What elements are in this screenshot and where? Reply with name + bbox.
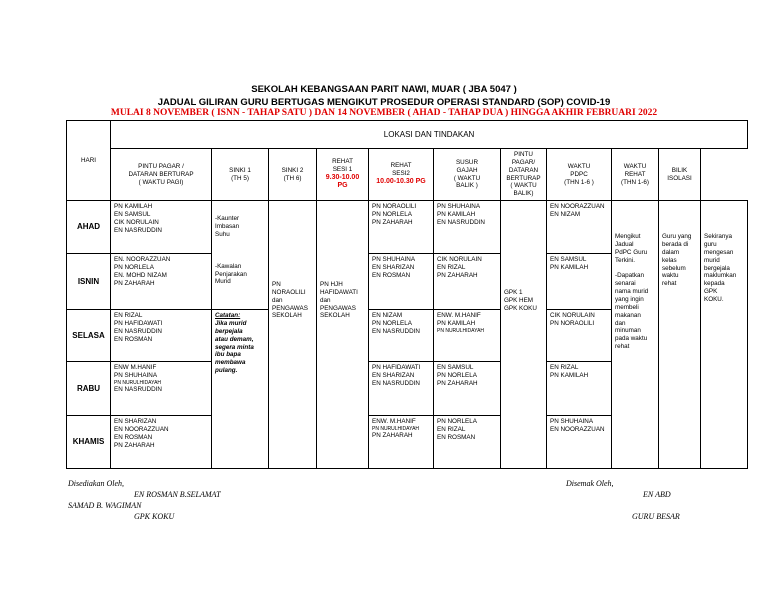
cell-rehat-thn	[659, 201, 701, 469]
text-line: yang ingin	[615, 296, 644, 304]
text-line: PN ZAHARAH	[437, 271, 478, 279]
text-line: atau demam,	[215, 335, 254, 343]
col-pdpc	[547, 149, 612, 201]
text-line: kepada	[704, 280, 725, 288]
cell-pintu-balik-selasa	[547, 310, 612, 362]
text-line: membawa	[215, 359, 246, 367]
text-line: pada waktu	[615, 335, 648, 343]
text-line: kelas	[662, 256, 677, 264]
text-line: Terkini.	[615, 256, 635, 264]
cell-catatan	[212, 310, 269, 469]
cell-pintu-pagi-selasa	[111, 310, 212, 362]
text-line: GPK	[704, 288, 718, 296]
text-line: SESI 1	[332, 165, 353, 173]
text-line: Guru yang	[662, 233, 692, 241]
day-ahad: AHAD	[67, 201, 111, 254]
col-rehat-thn	[612, 149, 659, 201]
day-selasa: SELASA	[67, 310, 111, 362]
text-line: EN SAMSUL	[114, 211, 151, 219]
text-line: PN SHUHAINA	[550, 418, 594, 426]
text-line: GPK HEM	[504, 296, 534, 304]
text-line: membeli	[615, 303, 639, 311]
text-line: PN HAFIDAWATI	[114, 320, 163, 328]
text-line: PN HAFIDAWATI	[372, 364, 421, 372]
text-line: REHAT	[332, 157, 353, 165]
text-line: EN ROSMAN	[437, 433, 476, 441]
preparer-name-1: EN ROSMAN B.SELAMAT	[134, 490, 221, 499]
cell-rehat2-selasa	[434, 310, 501, 362]
text-line: Penjarakan	[215, 270, 247, 278]
preparer-name-2: SAMAD B. WAGIMAN	[68, 501, 142, 510]
catatan-label: Catatan:	[215, 312, 241, 320]
text-line: EN SAMSUL	[437, 364, 474, 372]
text-line: ENW M.HANIF	[114, 364, 157, 372]
text-line: EN SHARIZAN	[372, 264, 415, 272]
nurulhidayah-note: PN NURULHIDAYAH	[437, 327, 485, 334]
day-khamis: KHAMIS	[67, 416, 111, 469]
text-line: -Dapatkan	[615, 272, 645, 280]
text-line: EN NASRUDDIN	[114, 226, 162, 234]
cell-bilik	[701, 201, 748, 469]
text-line: DATARAN BERTURAP	[128, 170, 194, 178]
text-line: EN NASRUDDIN	[114, 327, 162, 335]
cell-rehat2-khamis	[434, 416, 501, 469]
text-line: WAKTU	[567, 162, 591, 170]
text-line: dalam	[662, 248, 680, 256]
text-line: ENW. M.HANIF	[372, 418, 416, 426]
text-line: BILIK	[671, 166, 688, 174]
text-line: nama murid	[615, 288, 649, 296]
text-line: PN NORLELA	[437, 372, 477, 380]
cell-notes-kaunter	[212, 201, 269, 310]
day-rabu: RABU	[67, 362, 111, 416]
duty-roster-table	[66, 120, 748, 469]
text-line: EN NASRUDDIN	[114, 386, 162, 394]
text-line: PN SHUHAINA	[372, 256, 416, 264]
text-line: SINKI 2	[281, 166, 304, 174]
checker-role: GURU BESAR	[632, 512, 680, 521]
text-line: SEKOLAH	[272, 312, 302, 320]
text-line: Mengikut	[615, 233, 641, 241]
text-line: waktu	[662, 272, 679, 280]
text-line: PN ZAHARAH	[114, 441, 155, 449]
text-line: rehat	[615, 343, 630, 351]
text-line: GAJAH	[456, 166, 478, 174]
cell-pintu-balik-ahad	[547, 201, 612, 254]
nurulhidayah-note: PN NURULHIDAYAH	[372, 426, 420, 433]
text-line: PN ZAHARAH	[114, 279, 155, 287]
text-line: dan	[615, 319, 626, 327]
text-line: PN ZAHARAH	[372, 218, 413, 226]
text-line: WAKTU	[623, 162, 647, 170]
cell-pintu-pagi-isnin	[111, 254, 212, 310]
cell-sinki2	[317, 201, 369, 469]
school-title: SEKOLAH KEBANGSAAN PARIT NAWI, MUAR ( JBA 5047 )	[251, 84, 517, 95]
text-line: mengesan	[704, 248, 734, 256]
text-line: SINKI 1	[229, 166, 251, 174]
cell-pintu-pagi-khamis	[111, 416, 212, 469]
text-line: EN. NOORAZZUAN	[114, 256, 171, 264]
text-line: (THN 1-6)	[621, 178, 649, 186]
col-rehat2	[369, 149, 434, 201]
text-line: PN NORLELA	[437, 418, 477, 426]
text-line: CIK NORULAIN	[437, 256, 482, 264]
text-line: PENGAWAS	[320, 304, 356, 312]
text-line: EN NOORAZZUAN	[550, 426, 605, 434]
text-line: NORAOLILI	[272, 288, 306, 296]
text-line: murid	[704, 256, 720, 264]
text-line: PN NORAOLILI	[550, 320, 595, 328]
text-line: -Kawalan	[215, 262, 242, 270]
text-line: segera minta	[215, 343, 254, 351]
col-pintu-balik	[501, 149, 547, 201]
cell-pdpc	[612, 201, 659, 469]
text-line: PN KAMILAH	[437, 320, 476, 328]
text-line: EN NIZAM	[372, 312, 403, 320]
cell-rehat1-khamis	[369, 416, 434, 469]
text-line: Suhu	[215, 230, 230, 238]
text-line: CIK NORULAIN	[114, 218, 159, 226]
text-line: sebelum	[662, 264, 686, 272]
text-line: dan	[272, 296, 283, 304]
cell-pintu-balik-isnin	[547, 254, 612, 310]
text-line: PINTU PAGAR /	[138, 162, 184, 170]
text-line: PENGAWAS	[272, 304, 308, 312]
hari-header: HARI	[67, 121, 111, 201]
text-line: SEKOLAH	[320, 312, 350, 320]
text-line: PN NORLELA	[372, 320, 412, 328]
col-rehat1	[317, 149, 369, 201]
cell-pintu-pagi-ahad	[111, 201, 212, 254]
text-line: BALIK )	[456, 182, 478, 190]
preparer-role: GPK KOKU	[134, 512, 175, 521]
rehat2-time: 10.00-10.30 PG	[376, 178, 426, 186]
text-line: ( WAKTU PAGI)	[138, 178, 184, 186]
text-line: dan	[320, 296, 331, 304]
text-line: PN ZAHARAH	[437, 379, 478, 387]
text-line: makanan	[615, 311, 641, 319]
schedule-period: MULAI 8 NOVEMBER ( ISNN - TAHAP SATU ) DAN 14 NOVEMBER ( AHAD - TAHAP DUA ) HINGGA AKHIR FEBRUARI 2022	[110, 108, 658, 118]
text-line: EN. MOHD NIZAM	[114, 271, 167, 279]
cell-pintu-balik-khamis	[547, 416, 612, 469]
text-line: EN NASRUDDIN	[437, 218, 485, 226]
text-line: Sekiranya	[704, 233, 733, 241]
text-line: PN	[272, 281, 281, 288]
text-line: EN NASRUDDIN	[372, 379, 420, 387]
checker-name: EN ABD	[643, 490, 671, 499]
text-line: EN NASRUDDIN	[372, 327, 420, 335]
col-bilik	[659, 149, 701, 201]
disediakan-label: Disediakan Oleh,	[68, 479, 124, 488]
text-line: PN KAMILAH	[550, 372, 589, 380]
cell-rehat1-selasa	[369, 310, 434, 362]
text-line: bergejala	[704, 264, 730, 272]
text-line: PN NORLELA	[372, 211, 412, 219]
text-line: EN SHARIZAN	[114, 418, 157, 426]
text-line: EN SHARIZAN	[372, 372, 415, 380]
text-line: Jika murid	[215, 320, 247, 328]
text-line: REHAT	[624, 170, 646, 178]
text-line: SESI2	[392, 170, 410, 178]
text-line: minuman	[615, 327, 641, 335]
text-line: EN RIZAL	[114, 312, 143, 320]
cell-pintu-pagi-rabu	[111, 362, 212, 416]
text-line: KOKU.	[704, 296, 724, 304]
text-line: PN ZAHARAH	[372, 432, 413, 440]
cell-susur	[501, 201, 547, 469]
text-line: PdPC Guru	[615, 248, 648, 256]
cell-rehat2-rabu	[434, 362, 501, 416]
text-line: senarai	[615, 280, 636, 288]
text-line: ENW. M.HANIF	[437, 312, 481, 320]
text-line: Jadual	[615, 241, 634, 249]
cell-rehat1-isnin	[369, 254, 434, 310]
text-line: SUSUR	[455, 158, 479, 166]
lokasi-header: LOKASI DAN TINDAKAN	[111, 121, 748, 149]
col-sinki1	[212, 149, 269, 201]
cell-rehat2-isnin	[434, 254, 501, 310]
text-line: -Kaunter	[215, 215, 240, 223]
cell-rehat1-rabu	[369, 362, 434, 416]
col-susur	[434, 149, 501, 201]
text-line: berpejala	[215, 327, 243, 335]
text-line: REHAT	[390, 162, 412, 170]
text-line: EN SAMSUL	[550, 256, 587, 264]
text-line: PN SHUHAINA	[114, 372, 158, 380]
day-isnin: ISNIN	[67, 254, 111, 310]
text-line: EN NIZAM	[550, 211, 581, 219]
cell-pintu-balik-rabu	[547, 362, 612, 416]
text-line: (TH 5)	[231, 174, 249, 182]
text-line: CIK NORULAIN	[550, 312, 595, 320]
text-line: PDPC	[570, 170, 588, 178]
text-line: guru	[704, 241, 717, 249]
text-line: BERTURAP	[506, 174, 541, 182]
cell-rehat2-ahad	[434, 201, 501, 254]
text-line: PINTU PAGAR/	[511, 151, 536, 166]
cell-rehat1-ahad	[369, 201, 434, 254]
nurulhidayah-note: PN NURULHIDAYAH	[114, 379, 162, 386]
text-line: EN ROSMAN	[114, 335, 153, 343]
text-line: (TH 6)	[283, 174, 302, 182]
text-line: GPK 1	[504, 288, 523, 296]
text-line: EN ROSMAN	[372, 271, 411, 279]
rehat1-time: 9.30-10.00 PG	[325, 173, 360, 190]
cell-sinki1	[269, 201, 317, 469]
text-line: PN KAMILAH	[550, 264, 589, 272]
text-line: PN HJH	[320, 281, 343, 288]
text-line: GPK KOKU	[504, 304, 537, 312]
text-line: EN RIZAL	[550, 364, 579, 372]
text-line: EN NOORAZZUAN	[114, 426, 169, 434]
text-line: ( WAKTU	[453, 174, 481, 182]
text-line: ISOLASI	[667, 174, 692, 182]
text-line: PN KAMILAH	[114, 203, 153, 211]
text-line: PN NORAOLILI	[372, 203, 417, 211]
text-line: Murid	[215, 278, 231, 286]
text-line: rehat	[662, 280, 677, 288]
text-line: EN RIZAL	[437, 264, 466, 272]
text-line: pulang.	[215, 367, 238, 375]
text-line: PN KAMILAH	[437, 211, 476, 219]
text-line: EN NOORAZZUAN	[550, 203, 605, 211]
schedule-title: JADUAL GILIRAN GURU BERTUGAS MENGIKUT PROSEDUR OPERASI STANDARD (SOP) COVID-19	[157, 97, 611, 108]
text-line: berada di	[662, 241, 689, 249]
text-line: EN ROSMAN	[114, 433, 153, 441]
col-sinki2	[269, 149, 317, 201]
disemak-label: Disemak Oleh,	[566, 479, 614, 488]
text-line: ( WAKTU BALIK)	[510, 182, 537, 198]
text-line: Imbasan	[215, 223, 240, 231]
text-line	[615, 265, 655, 273]
text-line: PN NORLELA	[114, 264, 154, 272]
text-line: (THN 1-6 )	[564, 178, 594, 186]
text-line: maklumkan	[704, 272, 737, 280]
text-line: DATARAN	[508, 166, 539, 174]
col-pintu-pagi	[111, 149, 212, 201]
text-line: EN RIZAL	[437, 426, 466, 434]
text-line: PN SHUHAINA	[437, 203, 481, 211]
text-line: HAFIDAWATI	[320, 288, 358, 296]
text-line: ibu bapa	[215, 351, 241, 359]
